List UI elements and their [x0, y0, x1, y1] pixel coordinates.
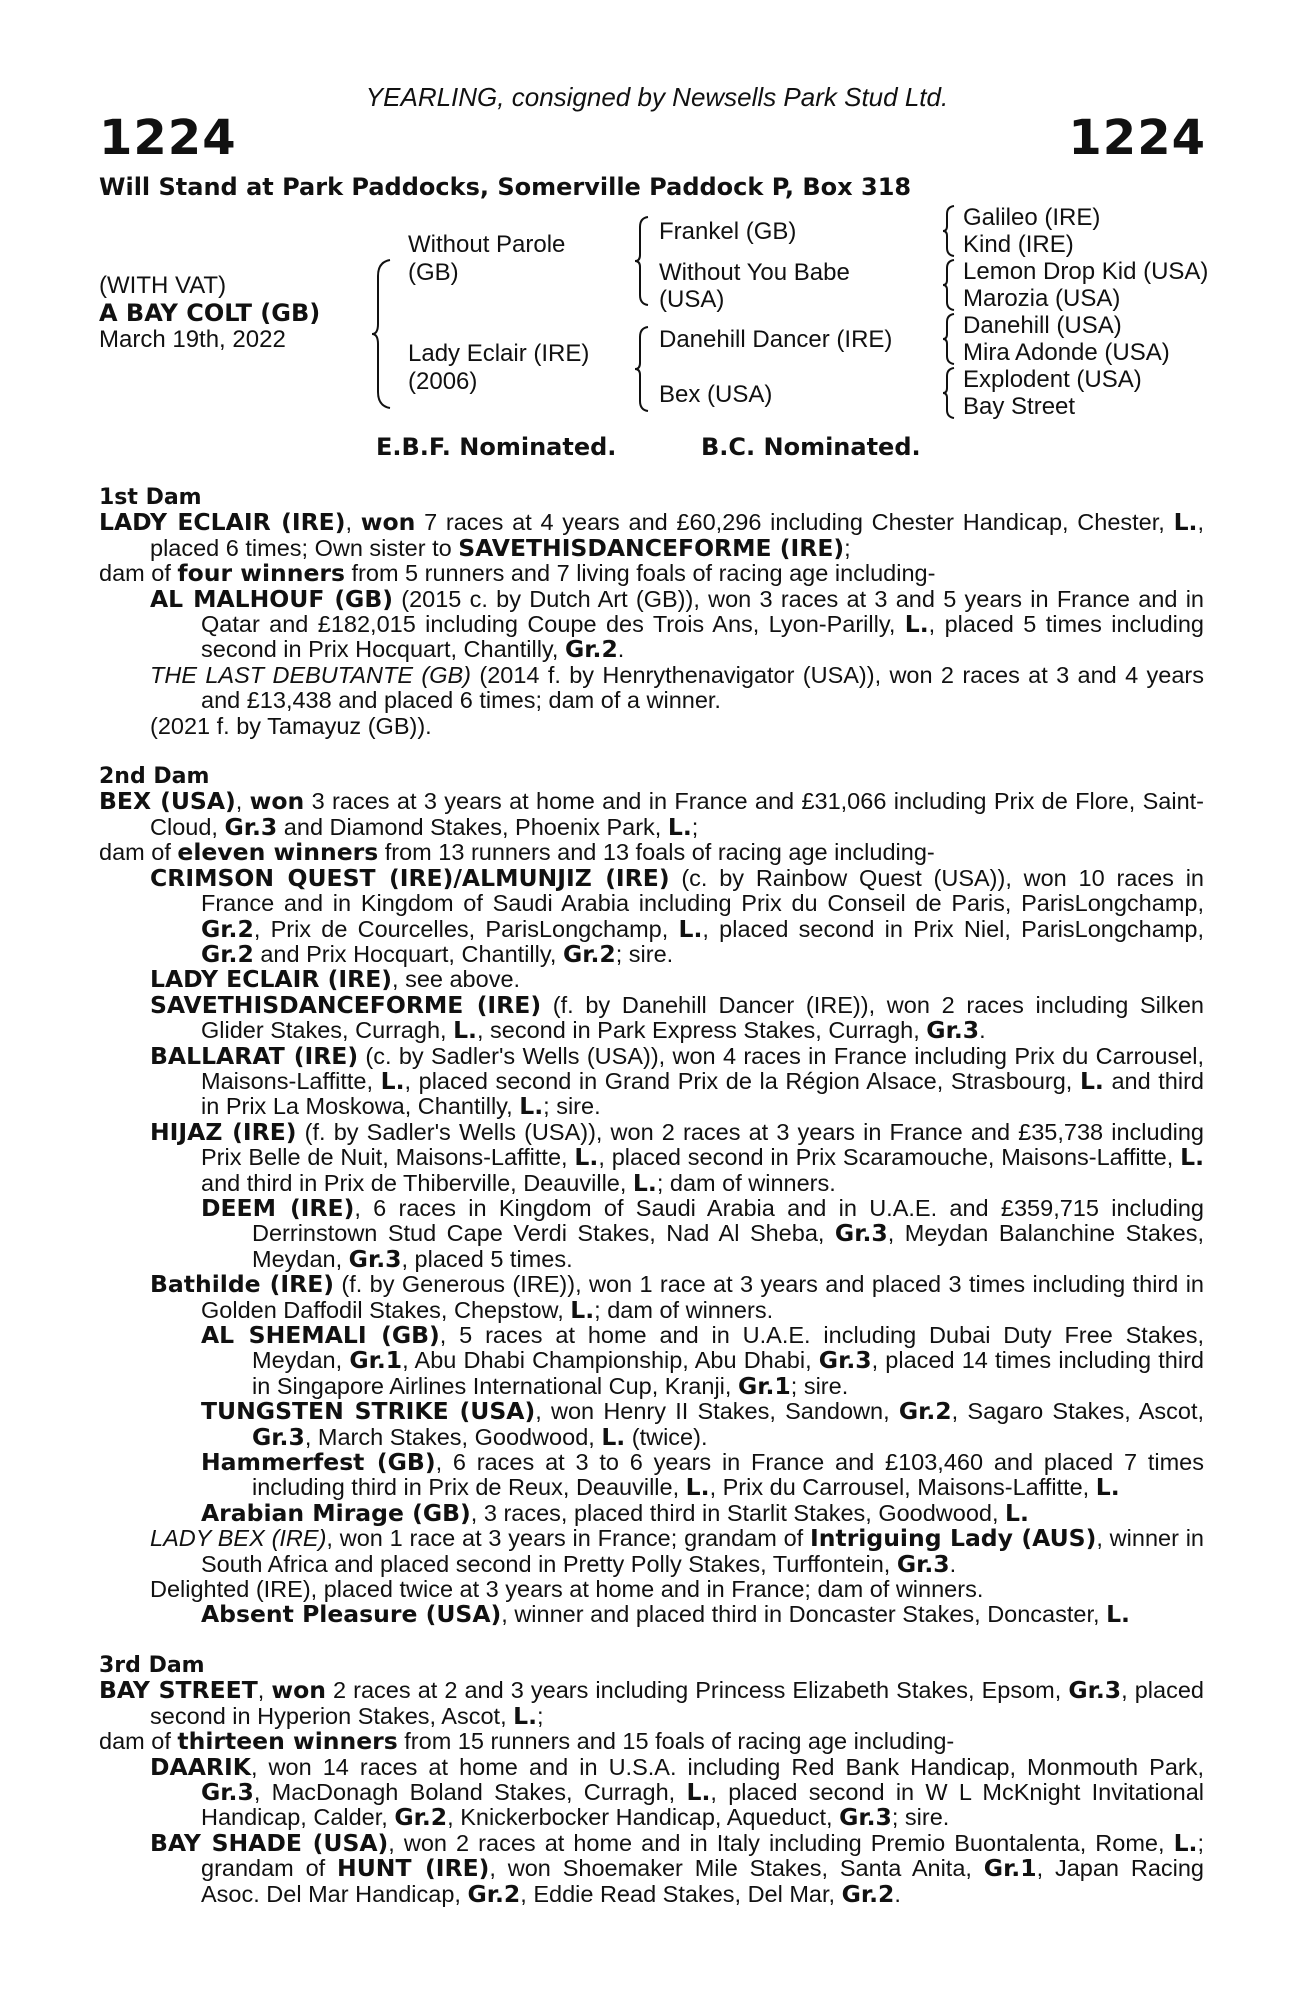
produce-crimson-quest: CRIMSON QUEST (IRE)/ALMUNJIZ (IRE) (c. by Rainbow Quest (USA)), won 10 races in France and in Kingdom of Saudi Arabia including Prix du Conseil de Paris, ParisLongchamp, Gr.2, Prix de Courcelles, ParisLongchamp, L., placed second in Prix Niel, ParisLongchamp, Gr.2 and Prix Hocquart, Chantilly, Gr.2; sire. [150, 863, 1204, 968]
gen3-8: Bay Street [963, 393, 1076, 420]
dam-name: Lady Eclair (IRE) [408, 340, 590, 367]
dam-dam: Bex (USA) [659, 381, 773, 408]
consignor-line: YEARLING, consigned by Newsells Park Stud Ltd. [365, 82, 949, 112]
dam-year: (2006) [408, 368, 478, 395]
gen3-4: Marozia (USA) [963, 285, 1121, 312]
produce-al-malhouf: AL MALHOUF (GB) (2015 c. by Dutch Art (GB)), won 3 races at 3 and 5 years in France and in Qatar and £182,015 including Coupe des Trois Ans, Lyon-Parilly, L., placed 5 times including second in Prix Hocquart, Chantilly, Gr.2. [150, 584, 1204, 664]
gen3-bracket-1-icon [942, 204, 956, 258]
gen3-1: Galileo (IRE) [963, 204, 1101, 231]
produce-arabian-mirage: Arabian Mirage (GB), 3 races, placed third in Starlit Stakes, Goodwood, L. [201, 1498, 1029, 1527]
produce-al-shemali: AL SHEMALI (GB), 5 races at home and in U.A.E. including Dubai Duty Free Stakes, Meydan, Gr.1, Abu Dhabi Championship, Abu Dhabi, Gr.3, placed 14 times including third in Singapore Airlines International Cup, Kranji, Gr.1; sire. [201, 1321, 1204, 1400]
produce-lady-bex: LADY BEX (IRE), won 1 race at 3 years in France; grandam of Intriguing Lady (AUS), winner in South Africa and placed second in Pretty Polly Stakes, Turffontein, Gr.3. [150, 1524, 1204, 1578]
third-dam-produce-intro: dam of thirteen winners from 15 runners and 15 foals of racing age including- [99, 1727, 955, 1756]
sire-bracket-icon [634, 215, 650, 307]
vat-note: (WITH VAT) [99, 272, 227, 299]
sire-name: Without Parole [408, 231, 566, 258]
gen3-bracket-2-icon [942, 258, 956, 312]
foaling-date: March 19th, 2022 [99, 326, 286, 353]
produce-savethisdanceforme: SAVETHISDANCEFORME (IRE) (f. by Danehill Dancer (IRE)), won 2 races including Silken Glider Stakes, Curragh, L., second in Park Express Stakes, Curragh, Gr.3. [150, 990, 1204, 1045]
second-dam-produce-intro: dam of eleven winners from 13 runners and 13 foals of racing age including- [99, 838, 935, 867]
bc-nomination: B.C. Nominated. [701, 433, 921, 461]
second-dam-heading: 2nd Dam [99, 764, 210, 790]
produce-daarik: DAARIK, won 14 races at home and in U.S.A. including Red Bank Handicap, Monmouth Park, Gr.3, MacDonagh Boland Stakes, Curragh, L., placed second in W L McKnight Invitational Handicap, Calder, Gr.2, Knickerbocker Handicap, Aqueduct, Gr.3; sire. [150, 1752, 1204, 1832]
stand-location: Will Stand at Park Paddocks, Somerville Paddock P, Box 318 [99, 173, 912, 201]
first-dam-heading: 1st Dam [99, 485, 202, 510]
first-dam-produce-intro: dam of four winners from 5 runners and 7 living foals of racing age including- [99, 559, 936, 588]
lot-number-left: 1224 [99, 110, 237, 166]
second-dam-entry: BEX (USA), won 3 races at 3 years at home and in France and £31,066 including Prix de Flore, Saint-Cloud, Gr.3 and Diamond Stakes, Phoenix Park, L.; [99, 787, 1204, 841]
produce-2021-filly: (2021 f. by Tamayuz (GB)). [150, 712, 432, 739]
gen3-6: Mira Adonde (USA) [963, 339, 1170, 366]
produce-last-debutante: THE LAST DEBUTANTE (GB) (2014 f. by Henrythenavigator (USA)), won 2 races at 3 and 4 years and £13,438 and placed 6 times; dam of a winner. [150, 661, 1204, 714]
ebf-nomination: E.B.F. Nominated. [376, 433, 617, 461]
produce-ballarat: BALLARAT (IRE) (c. by Sadler's Wells (USA)), won 4 races in France including Prix du Carrousel, Maisons-Laffitte, L., placed second in Grand Prix de la Région Alsace, Strasbourg, L. and third in Prix La Moskowa, Chantilly, L.; sire. [150, 1041, 1205, 1121]
first-dam-entry: LADY ECLAIR (IRE), won 7 races at 4 years and £60,296 including Chester Handicap, Chester, L., placed 6 times; Own sister to SAVETHISDANCEFORME (IRE); [99, 508, 1204, 562]
main-bracket-icon [370, 258, 392, 410]
dam-sire: Danehill Dancer (IRE) [659, 326, 893, 353]
lot-number-right: 1224 [1068, 110, 1206, 166]
produce-bay-shade: BAY SHADE (USA), won 2 races at home and in Italy including Premio Buontalenta, Rome, L.; grandam of HUNT (IRE), won Shoemaker Mile Stakes, Santa Anita, Gr.1, Japan Racing Asoc. Del Mar Handicap, Gr.2, Eddie Read Stakes, Del Mar, Gr.2. [150, 1828, 1204, 1908]
third-dam-entry: BAY STREET, won 2 races at 2 and 3 years including Princess Elizabeth Stakes, Epsom, Gr.3, placed second in Hyperion Stakes, Ascot, L.; [99, 1676, 1204, 1730]
produce-bathilde: Bathilde (IRE) (f. by Generous (IRE)), won 1 race at 3 years and placed 3 times including third in Golden Daffodil Stakes, Chepstow, L.; dam of winners. [150, 1270, 1204, 1324]
sire-country: (GB) [408, 259, 459, 286]
produce-delighted: Delighted (IRE), placed twice at 3 years at home and in France; dam of winners. [150, 1576, 984, 1603]
gen3-3: Lemon Drop Kid (USA) [963, 258, 1209, 285]
sire-dam-name: Without You Babe [659, 259, 850, 286]
produce-lady-eclair: LADY ECLAIR (IRE), see above. [150, 965, 521, 994]
gen3-5: Danehill (USA) [963, 312, 1122, 339]
produce-tungsten-strike: TUNGSTEN STRIKE (USA), won Henry II Stakes, Sandown, Gr.2, Sagaro Stakes, Ascot, Gr.3, March Stakes, Goodwood, L. (twice). [201, 1397, 1205, 1451]
gen3-bracket-3-icon [942, 312, 956, 366]
sire-sire: Frankel (GB) [659, 218, 797, 245]
lot-name: A BAY COLT (GB) [99, 299, 321, 327]
gen3-bracket-4-icon [942, 366, 956, 420]
dam-bracket-icon [634, 325, 650, 413]
catalogue-body [99, 485, 1204, 1907]
sire-dam-country: (USA) [659, 286, 725, 313]
produce-hammerfest: Hammerfest (GB), 6 races at 3 to 6 years in France and £103,460 and placed 7 times including third in Prix de Reux, Deauville, L., Prix du Carrousel, Maisons-Laffitte, L. [201, 1448, 1204, 1502]
produce-hijaz: HIJAZ (IRE) (f. by Sadler's Wells (USA)), won 2 races at 3 years in France and £35,738 including Prix Belle de Nuit, Maisons-Laffitte, L., placed second in Prix Scaramouche, Maisons-Laffitte, L. and third in Prix de Thiberville, Deauville, L.; dam of winners. [150, 1117, 1205, 1197]
third-dam-heading: 3rd Dam [99, 1652, 205, 1678]
gen3-7: Explodent (USA) [963, 366, 1142, 393]
gen3-2: Kind (IRE) [963, 231, 1074, 258]
produce-absent-pleasure: Absent Pleasure (USA), winner and placed third in Doncaster Stakes, Doncaster, L. [201, 1600, 1130, 1629]
produce-deem: DEEM (IRE), 6 races in Kingdom of Saudi Arabia and in U.A.E. and £359,715 including Derrinstown Stud Cape Verdi Stakes, Nad Al Sheba, Gr.3, Meydan Balanchine Stakes, Meydan, Gr.3, placed 5 times. [201, 1193, 1204, 1273]
